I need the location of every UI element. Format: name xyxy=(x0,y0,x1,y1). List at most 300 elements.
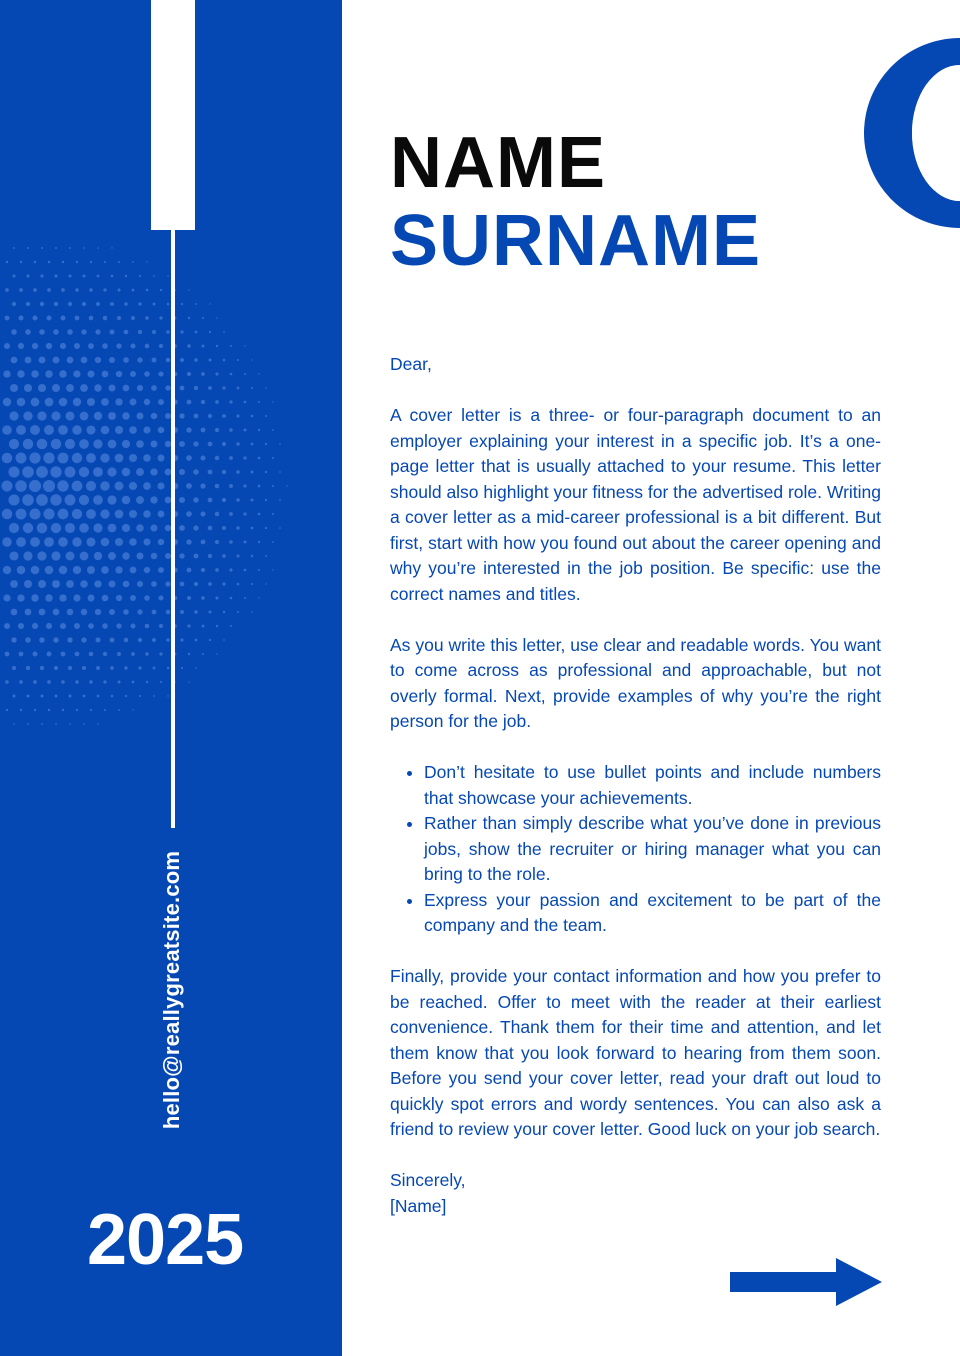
halftone-dot xyxy=(81,609,87,615)
halftone-dot xyxy=(75,316,80,321)
halftone-dot xyxy=(251,555,254,558)
halftone-dot xyxy=(229,568,232,571)
halftone-dot xyxy=(89,652,94,657)
halftone-dot xyxy=(179,441,185,447)
halftone-dot xyxy=(144,399,150,405)
halftone-dot xyxy=(53,637,59,643)
halftone-dot xyxy=(89,680,92,683)
halftone-dot xyxy=(45,594,52,601)
halftone-dot xyxy=(265,527,267,529)
halftone-dot xyxy=(39,637,45,643)
halftone-dot xyxy=(18,623,24,629)
halftone-dot xyxy=(17,594,24,601)
halftone-dot xyxy=(34,709,36,711)
halftone-dot xyxy=(44,537,54,547)
halftone-dot xyxy=(86,509,96,519)
halftone-dot xyxy=(272,485,274,487)
halftone-dot xyxy=(124,302,128,306)
halftone-dot xyxy=(279,471,281,473)
halftone-dot xyxy=(18,343,24,349)
halftone-dot xyxy=(67,609,74,616)
halftone-dot xyxy=(145,652,149,656)
halftone-dot xyxy=(6,261,8,263)
halftone-dot xyxy=(272,569,273,570)
halftone-dot xyxy=(40,302,44,306)
halftone-dot xyxy=(145,624,150,629)
halftone-dot xyxy=(251,499,254,502)
halftone-dot xyxy=(110,666,114,670)
halftone-dot xyxy=(272,513,274,515)
halftone-dot xyxy=(29,508,40,519)
halftone-dot xyxy=(16,425,26,435)
halftone-dot xyxy=(65,439,75,449)
halftone-dot xyxy=(201,372,205,376)
halftone-dot xyxy=(31,398,40,407)
halftone-dot xyxy=(123,357,129,363)
halftone-dot xyxy=(118,261,120,263)
halftone-dot xyxy=(251,583,253,585)
halftone-dot xyxy=(5,680,9,684)
letter-paragraph: A cover letter is a three- or four-paragraph document to an employer explaining your interest in a specific job. It’s a one-page letter that is usually attached to your resume. This letter should also highlight your fitness for the advertised role. Writing a cover letter as a mid-career professional is a bit different. But first, start with how you found out about the career opening and why you’re interested in the job position. Be specific: use the correct names and titles. xyxy=(390,405,881,604)
halftone-dot xyxy=(152,610,157,615)
halftone-dot xyxy=(244,429,247,432)
halftone-dot xyxy=(60,343,66,349)
halftone-dot xyxy=(88,371,95,378)
halftone-dot xyxy=(122,440,130,448)
halftone-dot xyxy=(151,413,158,420)
halftone-dot xyxy=(58,453,69,464)
halftone-dot xyxy=(129,454,137,462)
halftone-dot xyxy=(43,508,54,519)
halftone-dot xyxy=(110,638,115,643)
halftone-dot xyxy=(188,317,190,319)
halftone-dot xyxy=(2,425,12,435)
halftone-dot xyxy=(25,637,31,643)
halftone-dot xyxy=(136,468,144,476)
halftone-dot xyxy=(244,597,246,599)
halftone-dot xyxy=(2,509,12,519)
halftone-dot xyxy=(187,344,190,347)
arrow-right-icon xyxy=(730,1258,882,1306)
halftone-dot xyxy=(101,566,109,574)
halftone-dot xyxy=(41,723,43,725)
halftone-dot xyxy=(251,471,254,474)
halftone-dot xyxy=(151,581,157,587)
halftone-dot xyxy=(108,384,115,391)
halftone-dot xyxy=(59,566,68,575)
halftone-dot xyxy=(37,551,46,560)
halftone-dot xyxy=(65,467,76,478)
halftone-dot xyxy=(50,466,61,477)
halftone-dot xyxy=(86,425,95,434)
halftone-dot xyxy=(151,553,157,559)
halftone-dot xyxy=(109,357,115,363)
halftone-dot xyxy=(16,453,27,464)
halftone-dot xyxy=(129,482,137,490)
halftone-dot xyxy=(258,597,259,598)
bullet-item: • Don’t hesitate to use bullet points and include numbers that showcase your achievements. xyxy=(424,760,881,811)
halftone-dot xyxy=(39,329,45,335)
halftone-dot xyxy=(75,680,79,684)
halftone-dot xyxy=(76,709,78,711)
halftone-dot xyxy=(24,384,32,392)
halftone-dot xyxy=(32,343,38,349)
halftone-dot xyxy=(9,439,19,449)
halftone-dot xyxy=(125,695,127,697)
halftone-dot xyxy=(90,261,92,263)
halftone-dot xyxy=(88,343,94,349)
halftone-dot xyxy=(37,523,48,534)
halftone-dot xyxy=(251,527,254,530)
halftone-dot xyxy=(165,385,170,390)
halftone-dot xyxy=(230,597,233,600)
halftone-dot xyxy=(61,680,65,684)
halftone-dot xyxy=(65,411,74,420)
halftone-dot xyxy=(258,429,260,431)
halftone-dot xyxy=(47,680,51,684)
halftone-dot xyxy=(39,357,46,364)
halftone-dot xyxy=(23,411,32,420)
halftone-dot xyxy=(194,554,199,559)
halftone-dot xyxy=(187,400,192,405)
halftone-dot xyxy=(215,484,220,489)
halftone-dot xyxy=(186,511,192,517)
halftone-dot xyxy=(3,594,10,601)
halftone-dot xyxy=(26,302,30,306)
halftone-dot xyxy=(131,316,135,320)
halftone-dot xyxy=(100,453,109,462)
halftone-dot xyxy=(265,583,266,584)
halftone-dot xyxy=(48,709,50,711)
halftone-dot xyxy=(108,524,117,533)
halftone-dot xyxy=(53,329,59,335)
halftone-dot xyxy=(137,385,143,391)
bullet-item: • Express your passion and excitement to be part of the company and the team. xyxy=(424,888,881,939)
halftone-dot xyxy=(229,456,233,460)
halftone-dot xyxy=(200,455,205,460)
halftone-dot xyxy=(31,594,38,601)
halftone-dot xyxy=(54,274,57,277)
halftone-dot xyxy=(208,498,213,503)
halftone-dot xyxy=(102,595,109,602)
halftone-dot xyxy=(65,495,76,506)
halftone-dot xyxy=(88,623,94,629)
halftone-dot xyxy=(94,384,101,391)
halftone-dot xyxy=(244,569,247,572)
halftone-dot xyxy=(59,370,66,377)
halftone-dot xyxy=(67,329,73,335)
halftone-dot xyxy=(54,302,58,306)
halftone-dot xyxy=(222,386,225,389)
halftone-dot xyxy=(143,454,151,462)
halftone-dot xyxy=(208,554,212,558)
halftone-dot xyxy=(27,723,29,725)
halftone-dot xyxy=(251,359,253,361)
halftone-dot xyxy=(111,247,112,248)
halftone-dot xyxy=(9,523,19,533)
halftone-dot xyxy=(237,387,240,390)
halftone-dot xyxy=(97,723,99,725)
halftone-dot xyxy=(216,625,218,627)
halftone-dot xyxy=(17,370,24,377)
halftone-dot xyxy=(208,386,212,390)
halftone-dot xyxy=(187,372,191,376)
halftone-dot xyxy=(74,343,80,349)
halftone-dot xyxy=(26,274,29,277)
letter-signature: [Name] xyxy=(390,1195,447,1216)
halftone-dot xyxy=(194,414,199,419)
halftone-dot xyxy=(201,540,206,545)
halftone-dot xyxy=(166,358,170,362)
halftone-dot xyxy=(186,483,192,489)
halftone-dot xyxy=(93,523,102,532)
halftone-dot xyxy=(180,638,183,641)
halftone-dot xyxy=(145,316,149,320)
halftone-dot xyxy=(108,412,116,420)
halftone-dot xyxy=(222,554,226,558)
halftone-dot xyxy=(83,723,85,725)
halftone-dot xyxy=(230,345,232,347)
halftone-dot xyxy=(208,526,213,531)
halftone-dot xyxy=(16,537,26,547)
halftone-dot xyxy=(3,370,10,377)
halftone-dot xyxy=(194,358,198,362)
halftone-dot xyxy=(110,330,115,335)
halftone-dot xyxy=(2,481,13,492)
halftone-dot xyxy=(195,639,198,642)
halftone-dot xyxy=(215,372,218,375)
halftone-dot xyxy=(181,667,183,669)
letter-greeting: Dear, xyxy=(390,354,432,374)
halftone-dot xyxy=(123,385,130,392)
half-ring-shape xyxy=(864,38,960,228)
halftone-dot xyxy=(157,482,164,489)
halftone-dot xyxy=(236,470,240,474)
halftone-dot xyxy=(143,538,150,545)
halftone-dot xyxy=(122,552,129,559)
halftone-dot xyxy=(51,551,60,560)
halftone-dot xyxy=(103,316,107,320)
halftone-dot xyxy=(258,569,260,571)
halftone-dot xyxy=(27,247,29,249)
halftone-dot xyxy=(60,623,66,629)
halftone-dot xyxy=(117,316,121,320)
halftone-dot xyxy=(2,537,11,546)
halftone-dot xyxy=(39,609,46,616)
halftone-dot xyxy=(208,358,211,361)
halftone-dot xyxy=(195,331,198,334)
halftone-dot xyxy=(194,610,198,614)
halftone-dot xyxy=(79,495,89,505)
halftone-dot xyxy=(115,398,122,405)
halftone-dot xyxy=(130,371,136,377)
halftone-dot xyxy=(279,499,281,501)
halftone-dot xyxy=(81,329,86,334)
halftone-dot xyxy=(116,371,122,377)
halftone-dot xyxy=(52,580,60,588)
halftone-dot xyxy=(47,288,51,292)
halftone-dot xyxy=(69,723,71,725)
halftone-dot xyxy=(143,482,151,490)
halftone-dot xyxy=(62,709,64,711)
halftone-dot xyxy=(38,384,46,392)
halftone-dot xyxy=(89,316,94,321)
halftone-dot xyxy=(144,371,150,377)
halftone-dot xyxy=(51,523,61,533)
halftone-dot xyxy=(86,481,96,491)
halftone-dot xyxy=(215,596,218,599)
halftone-dot xyxy=(244,541,247,544)
halftone-dot xyxy=(40,694,43,697)
halftone-dot xyxy=(3,398,11,406)
halftone-dot xyxy=(150,468,157,475)
halftone-dot xyxy=(216,317,218,319)
sidebar-white-bar xyxy=(151,0,195,230)
halftone-dot xyxy=(223,611,226,614)
halftone-dot xyxy=(153,667,156,670)
halftone-dot xyxy=(194,386,198,390)
halftone-dot xyxy=(80,580,88,588)
halftone-dot xyxy=(111,275,114,278)
halftone-dot xyxy=(215,456,219,460)
halftone-dot xyxy=(194,582,198,586)
halftone-dot xyxy=(61,316,66,321)
halftone-dot xyxy=(66,384,74,392)
halftone-dot xyxy=(180,386,185,391)
halftone-dot xyxy=(75,652,80,657)
halftone-dot xyxy=(61,288,65,292)
halftone-dot xyxy=(82,666,86,670)
halftone-dot xyxy=(181,303,183,305)
halftone-dot xyxy=(129,426,137,434)
halftone-dot xyxy=(244,401,247,404)
halftone-dot xyxy=(137,357,142,362)
halftone-dot xyxy=(193,469,198,474)
halftone-dot xyxy=(40,274,43,277)
halftone-dot xyxy=(72,509,82,519)
halftone-dot xyxy=(130,567,137,574)
halftone-dot xyxy=(216,345,218,347)
halftone-dot xyxy=(236,554,239,557)
halftone-dot xyxy=(180,610,184,614)
halftone-dot xyxy=(115,510,124,519)
halftone-dot xyxy=(138,666,141,669)
halftone-dot xyxy=(130,595,136,601)
halftone-dot xyxy=(144,595,150,601)
halftone-dot xyxy=(123,581,130,588)
halftone-dot xyxy=(73,370,80,377)
halftone-dot xyxy=(32,623,38,629)
halftone-dot xyxy=(9,411,18,420)
contact-email[interactable]: hello@reallygreatsite.com xyxy=(159,850,184,1130)
halftone-dot xyxy=(97,275,100,278)
halftone-dot xyxy=(251,611,252,612)
halftone-dot xyxy=(5,316,10,321)
halftone-dot xyxy=(102,343,108,349)
halftone-dot xyxy=(265,415,267,417)
halftone-dot xyxy=(265,443,267,445)
halftone-dot xyxy=(13,695,16,698)
halftone-dot xyxy=(102,623,108,629)
halftone-dot xyxy=(19,680,23,684)
halftone-dot xyxy=(93,495,103,505)
halftone-dot xyxy=(19,288,23,292)
halftone-dot xyxy=(215,400,219,404)
halftone-dot xyxy=(137,581,143,587)
halftone-dot xyxy=(3,566,11,574)
halftone-dot xyxy=(33,288,37,292)
halftone-dot xyxy=(137,609,142,614)
halftone-dot xyxy=(186,539,191,544)
halftone-dot xyxy=(55,247,57,249)
halftone-dot xyxy=(243,512,246,515)
halftone-dot xyxy=(229,428,233,432)
halftone-dot xyxy=(31,370,38,377)
halftone-dot xyxy=(195,667,197,669)
halftone-dot xyxy=(130,399,137,406)
halftone-dot xyxy=(25,357,32,364)
halftone-dot xyxy=(179,413,184,418)
halftone-dot xyxy=(146,681,148,683)
halftone-dot xyxy=(167,303,170,306)
sidebar-white-line xyxy=(171,230,175,828)
halftone-dot xyxy=(104,261,106,263)
halftone-dot xyxy=(265,471,267,473)
halftone-dot xyxy=(80,384,88,392)
halftone-dot xyxy=(179,497,185,503)
halftone-dot xyxy=(258,541,260,543)
halftone-dot xyxy=(55,723,57,725)
halftone-dot xyxy=(158,511,165,518)
halftone-dot xyxy=(201,428,206,433)
halftone-dot xyxy=(193,525,198,530)
halftone-dot xyxy=(166,638,170,642)
halftone-dot xyxy=(72,537,81,546)
halftone-dot xyxy=(152,330,156,334)
halftone-dot xyxy=(25,329,31,335)
halftone-dot xyxy=(72,453,82,463)
halftone-dot xyxy=(138,638,142,642)
halftone-dot xyxy=(109,581,116,588)
halftone-dot xyxy=(132,709,134,711)
halftone-dot xyxy=(258,485,261,488)
halftone-dot xyxy=(118,709,120,711)
halftone-dot xyxy=(103,652,107,656)
halftone-dot xyxy=(90,709,92,711)
halftone-dot xyxy=(24,580,32,588)
halftone-dot xyxy=(97,695,100,698)
halftone-dot xyxy=(73,594,80,601)
halftone-dot xyxy=(16,509,27,520)
halftone-dot xyxy=(187,568,192,573)
halftone-dot xyxy=(51,411,60,420)
halftone-dot xyxy=(122,524,130,532)
halftone-dot xyxy=(11,329,17,335)
halftone-dot xyxy=(215,512,219,516)
halftone-dot xyxy=(143,510,151,518)
halftone-dot xyxy=(23,439,34,450)
halftone-dot xyxy=(188,289,190,291)
halftone-dot xyxy=(279,443,281,445)
halftone-dot xyxy=(45,398,54,407)
halftone-dot xyxy=(66,580,74,588)
halftone-dot xyxy=(4,343,10,349)
halftone-dot xyxy=(86,537,95,546)
halftone-dot xyxy=(46,623,52,629)
halftone-dot xyxy=(34,261,37,264)
halftone-dot xyxy=(153,303,156,306)
halftone-dot xyxy=(108,440,117,449)
